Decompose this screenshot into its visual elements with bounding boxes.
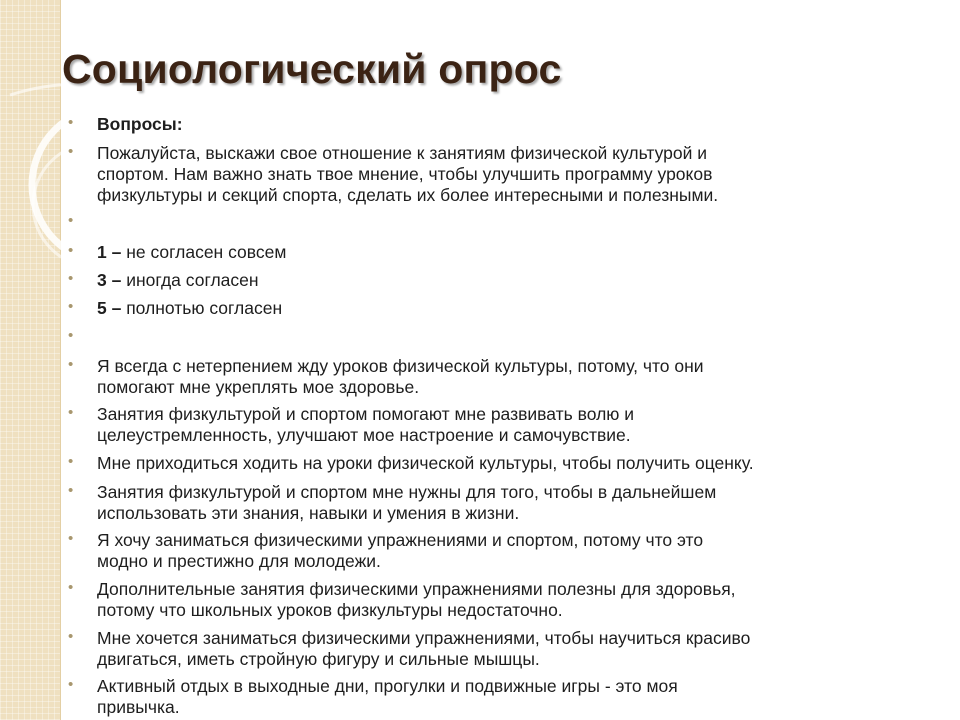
bullet-marker: •: [68, 676, 74, 693]
list-item: • 5 – полнотью согласен: [68, 298, 283, 318]
bullet-marker: •: [68, 579, 74, 596]
list-item: • Я хочу заниматься физическими упражнениями и спортом, потому что это модно и престижно для молодежи.: [68, 530, 704, 571]
list-item: • Мне приходиться ходить на уроки физической культуры, чтобы получить оценку.: [68, 453, 754, 473]
bullet-marker: •: [68, 212, 74, 229]
bullet-marker: •: [68, 482, 74, 499]
decorative-side-strip: [0, 0, 61, 720]
list-item: • Занятия физкультурой и спортом мне нужны для того, чтобы в дальнейшем использовать эти знания, навыки и умения в жизни.: [68, 482, 717, 523]
list-item: • Вопросы:: [68, 114, 183, 134]
list-item: • Занятия физкультурой и спортом помогают мне развивать волю и целеустремленность, улучшают мое настроение и самочувствие.: [68, 404, 635, 445]
bullet-marker: •: [68, 530, 74, 547]
bullet-marker: •: [68, 327, 74, 344]
list-item: • Дополнительные занятия физическими упражнениями полезны для здоровья, потому что школьных уроков физкультуры недостаточно.: [68, 579, 736, 620]
slide-title: Социологический опрос: [62, 46, 562, 92]
list-item: • 3 – иногда согласен: [68, 270, 259, 290]
bullet-marker: •: [68, 270, 74, 287]
bullet-marker: •: [68, 628, 74, 645]
list-item: • Я всегда с нетерпением жду уроков физической культуры, потому, что они помогают мне укреплять мое здоровье.: [68, 356, 704, 397]
bullet-marker: •: [68, 298, 74, 315]
bullet-marker: •: [68, 242, 74, 259]
bullet-marker: •: [68, 143, 74, 160]
list-item: • Активный отдых в выходные дни, прогулки и подвижные игры - это моя привычка.: [68, 676, 678, 717]
bullet-marker: •: [68, 453, 74, 470]
list-item: • 1 – не согласен совсем: [68, 242, 287, 262]
bullet-marker: •: [68, 114, 74, 131]
list-item: • Мне хочется заниматься физическими упражнениями, чтобы научиться красиво двигаться, иметь стройную фигуру и сильные мышцы.: [68, 628, 751, 669]
bullet-marker: •: [68, 404, 74, 421]
list-item: • Пожалуйста, выскажи свое отношение к занятиям физической культурой и спортом. Нам важно знать твое мнение, чтобы улучшить программу уроков физкультуры и секций спорта, сделать их более интересными и полезными.: [68, 143, 719, 205]
bullet-marker: •: [68, 356, 74, 373]
